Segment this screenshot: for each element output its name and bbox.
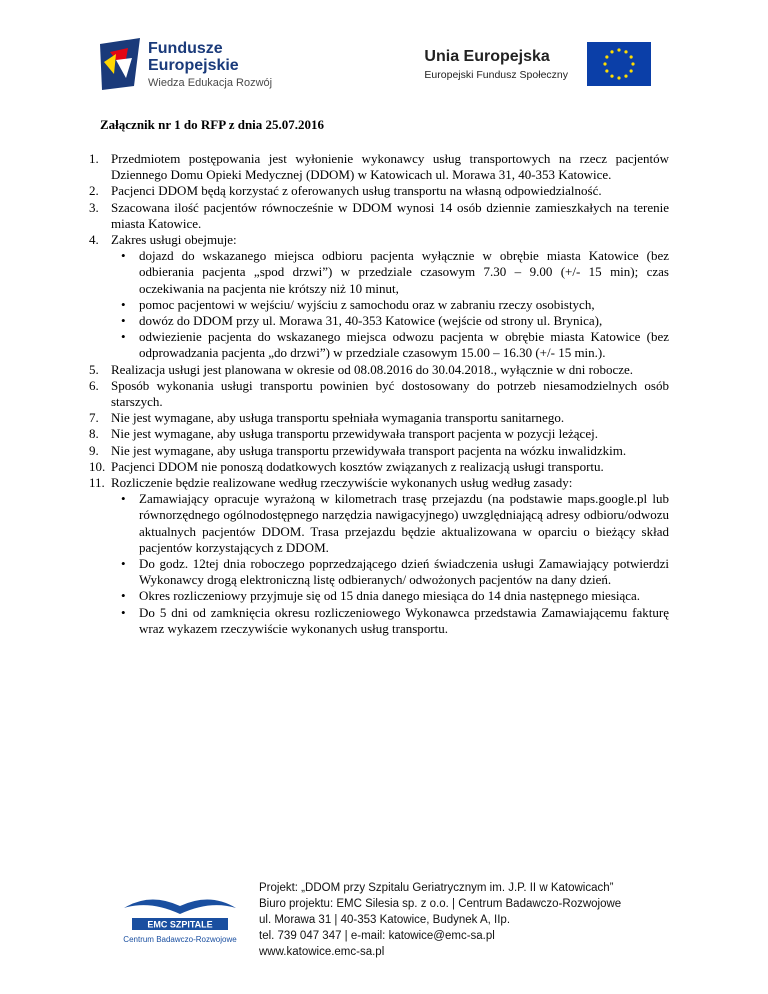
bullet-item <box>89 491 669 556</box>
eu-star-icon <box>610 50 613 53</box>
fe-line1: Fundusze <box>148 40 223 57</box>
list-item <box>89 443 669 459</box>
bullet-text: odwiezienie pacjenta do wskazanego miejsca odwozu pacjenta w obrębie miasta Katowice (bez odprowadzania pacjenta „do drzwi”) w przedziale czasowym 15.00 – 16.30 (+/- 15 min.). <box>139 329 669 361</box>
bullet-item <box>89 329 669 361</box>
footer-office: Biuro projektu: EMC Silesia sp. z o.o. | Centrum Badawczo-Rozwojowe <box>259 898 622 910</box>
eu-star-icon <box>605 55 608 58</box>
list-item-number: 5. <box>89 361 99 377</box>
list-item <box>89 151 669 183</box>
eu-star-icon <box>617 76 620 79</box>
annex-title: Załącznik nr 1 do RFP z dnia 25.07.2016 <box>100 117 325 132</box>
list-item-number: 4. <box>89 232 99 248</box>
bullet-item <box>89 556 669 588</box>
list-item-number: 3. <box>89 199 99 215</box>
bullet-text: pomoc pacjentowi w wejściu/ wyjściu z samochodu oraz w zabraniu rzeczy osobistych, <box>139 296 595 312</box>
fe-line2: Europejskie <box>148 57 239 74</box>
bullet-item <box>89 588 669 604</box>
list-item-number: 10. <box>89 458 106 474</box>
scope-bullet-list <box>89 248 669 361</box>
eu-star-icon <box>610 75 613 78</box>
emc-logo-subtitle: Centrum Badawczo-Rozwojowe <box>123 935 237 944</box>
bullet-item <box>89 248 669 297</box>
emc-logo-title: EMC SZPITALE <box>147 919 213 930</box>
list-item <box>89 200 669 232</box>
fundusze-europejskie-text <box>148 40 272 89</box>
list-item-text: Rozliczenie będzie realizowane według rzeczywiście wykonanych usług według zasady: <box>111 475 573 491</box>
list-item-number: 8. <box>89 426 99 442</box>
unia-europejska-text <box>424 48 568 81</box>
list-item-number: 1. <box>89 151 99 166</box>
footer-phone-email[interactable]: tel. 739 047 347 | e-mail: katowice@emc-sa.pl <box>259 930 495 942</box>
bullet-icon: • <box>121 491 126 507</box>
bullet-text: Zamawiający opracuje wyrażoną w kilometrach trasę przejazdu (na podstawie maps.google.pl lub równorzędnego ogólnodostępnego narzędzia nawigacyjnego) uwzględniającą adresy odbioru/odwozu aktualnych pacjentów DDOM. Trasa przejazdu będzie aktualizowana w oparciu o bieżący skład pacjentów korzystających z DDOM. <box>139 491 669 555</box>
footer-website-link[interactable]: www.katowice.emc-sa.pl <box>259 946 385 958</box>
eu-star-icon <box>630 55 633 58</box>
list-item-text: Szacowana ilość pacjentów równocześnie w DDOM wynosi 14 osób dziennie zamieszkałych na terenie miasta Katowice. <box>111 199 669 231</box>
eu-star-icon <box>603 62 606 65</box>
list-item-text: Realizacja usługi jest planowana w okresie od 08.08.2016 do 30.04.2018., wyłącznie w dni robocze. <box>111 361 634 377</box>
list-item-number: 2. <box>89 183 99 199</box>
list-item <box>89 410 669 426</box>
footer-project: Projekt: „DDOM przy Szpitalu Geriatrycznym im. J.P. II w Katowicach” <box>259 882 614 894</box>
eu-star-icon <box>630 69 633 72</box>
list-item-text: Nie jest wymagane, aby usługa transportu przewidywała transport pacjenta na wózku inwalidzkim. <box>111 442 627 458</box>
bullet-icon: • <box>121 329 126 345</box>
settlement-bullet-list <box>89 491 669 637</box>
list-item-number: 9. <box>89 442 99 458</box>
bullet-text: dojazd do wskazanego miejsca odbioru pacjenta wyłącznie w obrębie miasta Katowice (bez odbierania pacjenta „spod drzwi”) w przedziale czasowym 7.30 – 9.00 (+/- 15 min); czas oczekiwania na pacjenta nie krótszy niż 10 minut, <box>139 248 669 296</box>
bullet-item <box>89 605 669 637</box>
document-body <box>89 151 669 637</box>
list-item <box>89 378 669 410</box>
list-item-text: Sposób wykonania usługi transportu powinien być dostosowany do potrzeb niesamodzielnych osób starszych. <box>111 377 669 410</box>
list-item-text: Pacjenci DDOM nie ponoszą dodatkowych kosztów związanych z realizacją usługi transportu. <box>111 458 604 474</box>
list-item <box>89 362 669 378</box>
eu-star-icon <box>631 62 634 65</box>
eu-star-icon <box>624 50 627 53</box>
list-item <box>89 459 669 475</box>
bullet-icon: • <box>121 588 126 604</box>
footer-address: ul. Morawa 31 | 40-353 Katowice, Budynek A, IIp. <box>259 914 511 926</box>
bullet-icon: • <box>121 296 126 312</box>
ue-title: Unia Europejska <box>424 48 550 65</box>
eu-star-icon <box>617 48 620 51</box>
bullet-text: dowóz do DDOM przy ul. Morawa 31, 40-353 Katowice (wejście od strony ul. Brynica), <box>139 313 603 329</box>
footer-contact <box>259 880 621 960</box>
list-item-text: Nie jest wymagane, aby usługa transportu spełniała wymagania transportu sanitarnego. <box>111 410 565 426</box>
ue-subtitle: Europejski Fundusz Społeczny <box>424 69 568 81</box>
bullet-icon: • <box>121 248 126 264</box>
bullet-icon: • <box>121 604 126 620</box>
emc-szpitale-logo <box>120 890 240 954</box>
bullet-icon: • <box>121 556 126 572</box>
list-item-number: 6. <box>89 377 99 393</box>
bullet-icon: • <box>121 313 126 329</box>
bullet-text: Do godz. 12tej dnia roboczego poprzedzającego dzień świadczenia usługi Zamawiający potwierdzi Wykonawcy drogą elektroniczną listę odbieranych/ odwożonych pacjentów na dany dzień. <box>139 556 669 588</box>
bullet-item <box>89 313 669 329</box>
eu-star-icon <box>605 69 608 72</box>
list-item-number: 11. <box>89 475 105 491</box>
bullet-text: Do 5 dni od zamknięcia okresu rozliczeniowego Wykonawca przedstawia Zamawiającemu fakturę wraz wykazem rzeczywiście wykonanych usług transportu. <box>139 604 669 636</box>
list-item <box>89 183 669 199</box>
list-item-number: 7. <box>89 410 99 426</box>
list-item-text: Przedmiotem postępowania jest wyłonienie wykonawcy usług transportowych na rzecz pacjentów Dziennego Domu Opieki Medycznej (DDOM) w Katowicach ul. Morawa 31, 40-353 Katowice. <box>111 151 669 183</box>
list-item <box>89 475 669 491</box>
list-item <box>89 426 669 442</box>
eu-star-icon <box>624 75 627 78</box>
eu-flag-icon <box>587 42 651 86</box>
list-item-text: Nie jest wymagane, aby usługa transportu przewidywała transport pacjenta w pozycji leżącej. <box>111 426 598 442</box>
fe-subtitle: Wiedza Edukacja Rozwój <box>148 77 273 89</box>
bullet-text: Okres rozliczeniowy przyjmuje się od 15 dnia danego miesiąca do 14 dnia następnego miesiąca. <box>139 588 641 604</box>
list-item <box>89 232 669 248</box>
list-item-text: Pacjenci DDOM będą korzystać z oferowanych usług transportu na własną odpowiedzialność. <box>111 183 602 199</box>
list-item-text: Zakres usługi obejmuje: <box>111 232 237 248</box>
bullet-item <box>89 297 669 313</box>
